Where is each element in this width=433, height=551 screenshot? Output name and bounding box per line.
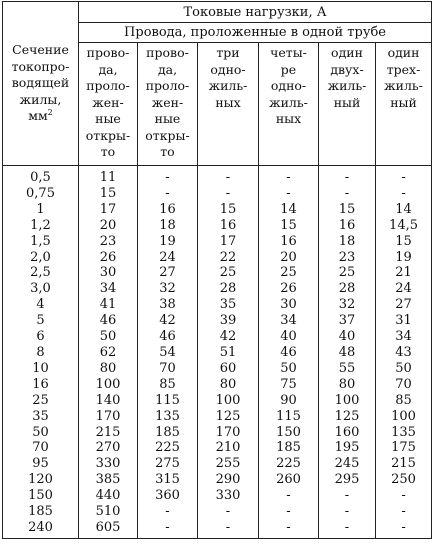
table-row	[3, 202, 432, 218]
current-cell: -	[376, 488, 432, 504]
column-header: один трех- жиль- ный	[376, 43, 432, 166]
current-cell: 62	[79, 345, 138, 361]
current-cell: 35	[198, 297, 259, 313]
current-load-table	[2, 1, 432, 539]
current-cell: 295	[319, 472, 376, 488]
current-cell: 41	[79, 297, 138, 313]
current-cell: 90	[259, 393, 319, 409]
table-row	[3, 425, 432, 441]
section-cell: 240	[3, 520, 79, 538]
current-cell: 115	[138, 393, 198, 409]
current-cell: 30	[79, 265, 138, 281]
current-cell: 19	[138, 234, 198, 250]
section-cell: 50	[3, 425, 79, 441]
current-cell: 60	[198, 361, 259, 377]
current-cell: 160	[319, 425, 376, 441]
current-cell: 100	[198, 393, 259, 409]
current-cell: 140	[79, 393, 138, 409]
section-cell: 150	[3, 488, 79, 504]
current-cell: 85	[138, 377, 198, 393]
section-cell: 0,75	[3, 186, 79, 202]
table-row	[3, 472, 432, 488]
current-cell: 16	[319, 218, 376, 234]
current-cell: 18	[319, 234, 376, 250]
section-cell: 5	[3, 313, 79, 329]
table-row	[3, 234, 432, 250]
section-cell: 120	[3, 472, 79, 488]
current-cell: 54	[138, 345, 198, 361]
table-row	[3, 265, 432, 281]
current-cell: 48	[319, 345, 376, 361]
current-cell: 24	[138, 250, 198, 266]
current-cell: 19	[376, 250, 432, 266]
current-cell: 50	[259, 361, 319, 377]
current-cell: 14,5	[376, 218, 432, 234]
current-cell: -	[259, 520, 319, 538]
current-cell: -	[138, 504, 198, 520]
current-cell: -	[259, 166, 319, 186]
current-cell: 34	[376, 329, 432, 345]
current-cell: 225	[259, 456, 319, 472]
column-header: прово- да, проло- жен- ные откры- то	[138, 43, 198, 166]
current-cell: 175	[376, 440, 432, 456]
current-cell: 20	[259, 250, 319, 266]
current-cell: 330	[79, 456, 138, 472]
section-cell: 1	[3, 202, 79, 218]
current-cell: -	[259, 488, 319, 504]
current-cell: 70	[138, 361, 198, 377]
current-cell: 46	[138, 329, 198, 345]
current-cell: 50	[79, 329, 138, 345]
section-cell: 10	[3, 361, 79, 377]
current-cell: 14	[376, 202, 432, 218]
current-cell: -	[259, 186, 319, 202]
current-cell: 38	[138, 297, 198, 313]
current-cell: 20	[79, 218, 138, 234]
section-cell: 4	[3, 297, 79, 313]
table-row	[3, 456, 432, 472]
table-row	[3, 520, 432, 538]
current-cell: 80	[79, 361, 138, 377]
current-cell: 42	[138, 313, 198, 329]
current-cell: 605	[79, 520, 138, 538]
current-cell: -	[319, 166, 376, 186]
current-cell: -	[259, 504, 319, 520]
current-cell: 100	[319, 393, 376, 409]
table-row	[3, 218, 432, 234]
current-cell: 16	[138, 202, 198, 218]
current-cell: 25	[198, 265, 259, 281]
current-cell: 100	[79, 377, 138, 393]
table-row	[3, 329, 432, 345]
current-cell: 34	[79, 281, 138, 297]
current-cell: 24	[376, 281, 432, 297]
current-cell: 275	[138, 456, 198, 472]
current-cell: -	[198, 186, 259, 202]
current-cell: 28	[319, 281, 376, 297]
section-cell: 95	[3, 456, 79, 472]
section-cell: 16	[3, 377, 79, 393]
current-cell: 135	[376, 425, 432, 441]
table-row	[3, 186, 432, 202]
current-cell: 25	[319, 265, 376, 281]
current-cell: 440	[79, 488, 138, 504]
current-cell: 245	[319, 456, 376, 472]
table-row	[3, 409, 432, 425]
column-header: прово- да, проло- жен- ные откры- то	[79, 43, 138, 166]
table-row	[3, 297, 432, 313]
current-cell: 39	[198, 313, 259, 329]
table-row	[3, 377, 432, 393]
current-cell: -	[138, 186, 198, 202]
current-cell: 27	[376, 297, 432, 313]
current-cell: 215	[79, 425, 138, 441]
section-cell: 2,0	[3, 250, 79, 266]
column-header: четы- ре одно- жиль- ных	[259, 43, 319, 166]
current-cell: 135	[138, 409, 198, 425]
current-cell: 18	[138, 218, 198, 234]
current-cell: 22	[198, 250, 259, 266]
current-cell: 80	[198, 377, 259, 393]
current-cell: 26	[79, 250, 138, 266]
current-cell: 34	[259, 313, 319, 329]
current-cell: 315	[138, 472, 198, 488]
current-cell: 26	[259, 281, 319, 297]
current-cell: 16	[198, 218, 259, 234]
current-cell: 215	[376, 456, 432, 472]
current-cell: -	[138, 520, 198, 538]
current-cell: 46	[259, 345, 319, 361]
current-cell: 51	[198, 345, 259, 361]
current-cell: -	[319, 520, 376, 538]
current-cell: 185	[259, 440, 319, 456]
section-cell: 8	[3, 345, 79, 361]
table-header	[3, 2, 432, 166]
current-cell: 15	[319, 202, 376, 218]
current-cell: -	[198, 166, 259, 186]
table-row	[3, 345, 432, 361]
current-cell: -	[198, 504, 259, 520]
current-cell: 11	[79, 166, 138, 186]
current-cell: 195	[319, 440, 376, 456]
section-cell: 35	[3, 409, 79, 425]
current-cell: 150	[259, 425, 319, 441]
current-cell: 37	[319, 313, 376, 329]
current-cell: 360	[138, 488, 198, 504]
current-cell: 50	[376, 361, 432, 377]
table-row	[3, 281, 432, 297]
current-cell: 70	[376, 377, 432, 393]
current-cell: 31	[376, 313, 432, 329]
current-cell: 125	[319, 409, 376, 425]
current-cell: 46	[79, 313, 138, 329]
table-row	[3, 488, 432, 504]
table-row	[3, 393, 432, 409]
section-cell: 3,0	[3, 281, 79, 297]
current-cell: -	[376, 186, 432, 202]
current-cell: 170	[79, 409, 138, 425]
table-row	[3, 250, 432, 266]
current-cell: -	[319, 488, 376, 504]
current-cell: 32	[319, 297, 376, 313]
current-cell: -	[376, 520, 432, 538]
table-body	[3, 166, 432, 539]
current-cell: -	[319, 504, 376, 520]
current-cell: 30	[259, 297, 319, 313]
current-cell: 80	[319, 377, 376, 393]
section-cell: 0,5	[3, 166, 79, 186]
section-cell: 70	[3, 440, 79, 456]
table-row	[3, 166, 432, 186]
current-cell: 40	[259, 329, 319, 345]
current-cell: 15	[198, 202, 259, 218]
current-cell: 210	[198, 440, 259, 456]
table-subtitle: Провода, проложенные в одной трубе	[79, 23, 432, 43]
current-cell: 260	[259, 472, 319, 488]
section-cell: 1,5	[3, 234, 79, 250]
section-cell: 1,2	[3, 218, 79, 234]
current-cell: 250	[376, 472, 432, 488]
current-cell: 21	[376, 265, 432, 281]
table-row	[3, 440, 432, 456]
current-cell: 42	[198, 329, 259, 345]
current-cell: 75	[259, 377, 319, 393]
current-cell: 32	[138, 281, 198, 297]
current-cell: 15	[259, 218, 319, 234]
current-cell: 290	[198, 472, 259, 488]
table-row	[3, 504, 432, 520]
current-cell: 255	[198, 456, 259, 472]
current-cell: 43	[376, 345, 432, 361]
current-cell: 40	[319, 329, 376, 345]
current-cell: 15	[376, 234, 432, 250]
current-cell: 510	[79, 504, 138, 520]
current-cell: 85	[376, 393, 432, 409]
current-cell: -	[376, 504, 432, 520]
current-cell: 185	[138, 425, 198, 441]
current-cell: 27	[138, 265, 198, 281]
current-cell: 15	[79, 186, 138, 202]
current-cell: 100	[376, 409, 432, 425]
current-cell: 115	[259, 409, 319, 425]
current-cell: 125	[198, 409, 259, 425]
table-row	[3, 361, 432, 377]
current-cell: 330	[198, 488, 259, 504]
column-header: три одно- жиль- ных	[198, 43, 259, 166]
current-cell: -	[376, 166, 432, 186]
current-cell: 170	[198, 425, 259, 441]
section-cell: 25	[3, 393, 79, 409]
current-cell: 385	[79, 472, 138, 488]
section-cell: 185	[3, 504, 79, 520]
current-cell: 55	[319, 361, 376, 377]
current-cell: 28	[198, 281, 259, 297]
current-cell: 225	[138, 440, 198, 456]
current-cell: 23	[319, 250, 376, 266]
section-cell: 6	[3, 329, 79, 345]
current-cell: 16	[259, 234, 319, 250]
current-cell: 23	[79, 234, 138, 250]
current-cell: -	[319, 186, 376, 202]
column-header: один двух- жиль- ный	[319, 43, 376, 166]
current-cell: 14	[259, 202, 319, 218]
current-cell: 270	[79, 440, 138, 456]
table-title: Токовые нагрузки, А	[79, 2, 432, 23]
current-cell: -	[138, 166, 198, 186]
current-cell: -	[198, 520, 259, 538]
section-cell: 2,5	[3, 265, 79, 281]
section-header: Сечение токопро- водящей жилы, $мм^2$	[3, 2, 79, 166]
current-cell: 17	[79, 202, 138, 218]
current-cell: 17	[198, 234, 259, 250]
table-row	[3, 313, 432, 329]
current-cell: 25	[259, 265, 319, 281]
